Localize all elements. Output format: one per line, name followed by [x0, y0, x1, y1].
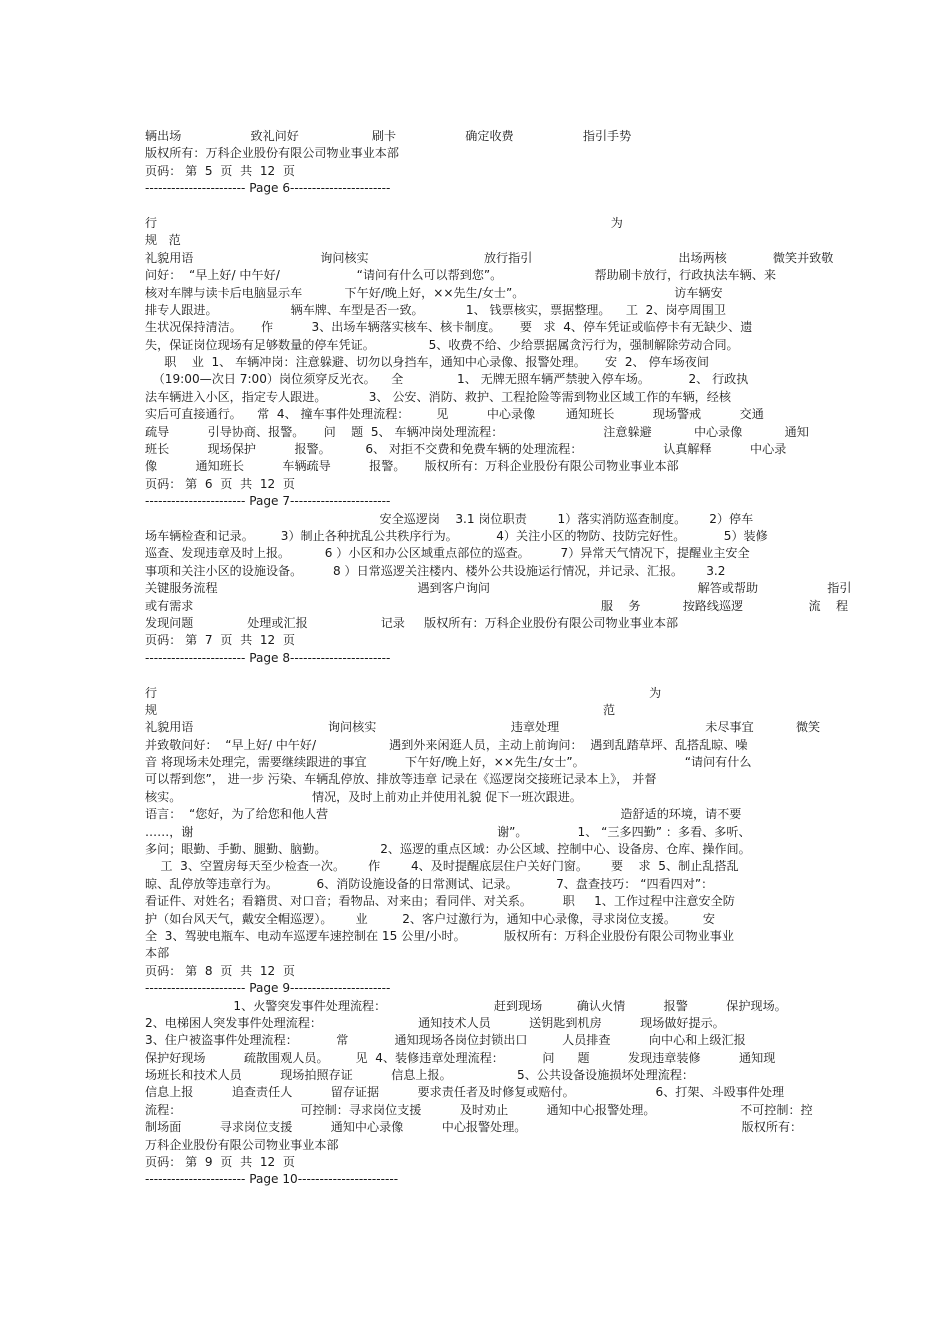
text-line: 职 业 1、 车辆冲岗：注意躲避、切勿以身挡车，通知中心录像、报警处理。 安 2、 停车场夜间: [145, 355, 709, 370]
text-line: 班长 现场保护 报警。 6、 对拒不交费和免费车辆的处理流程： 认真解释 中心录: [145, 442, 787, 457]
text-line: 护（如台风天气，戴安全帽巡逻）。 业 2、客户过激行为，通知中心录像，寻求岗位支援。 安: [145, 911, 715, 926]
text-line: 礼貌用语 询问核实 违章处理 未尽事宜 微笑: [145, 720, 821, 735]
text-line: 页码： 第 9 页 共 12 页: [145, 1155, 296, 1170]
text-line: 1、火警突发事件处理流程： 赶到现场 确认火情 报警 保护现场。: [145, 998, 787, 1013]
text-line: 行 为: [145, 685, 662, 700]
text-line: 失，保证岗位现场有足够数量的停车凭证。 5、收费不给、少给票据属贪污行为，强制解除劳动合同。: [145, 337, 739, 352]
blank-line: [145, 198, 815, 215]
text-line: 版权所有：万科企业股份有限公司物业事业本部: [145, 146, 399, 161]
text-line: 安全巡逻岗 3.1 岗位职责 1）落实消防巡查制度。 2）停车: [145, 511, 754, 526]
text-line: 制场面 寻求岗位支援 通知中心录像 中心报警处理。 版权所有：: [145, 1120, 803, 1135]
text-line: 排专人跟进。 辆车牌、车型是否一致。 1、 钱票核实，票据整理。 工 2、岗亭周围卫: [145, 302, 726, 317]
text-line: 语言： “您好，为了给您和他人营 造舒适的环境，请不要: [145, 807, 742, 822]
text-line: 页码： 第 6 页 共 12 页: [145, 476, 296, 491]
text-line: 场车辆检查和记录。 3）制止各种扰乱公共秩序行为。 4）关注小区的物防、技防完好性。 5）装修: [145, 528, 768, 543]
text-line: 本部: [145, 946, 170, 961]
text-line: 生状况保持清洁。 作 3、出场车辆落实核车、核卡制度。 要 求 4、停车凭证或临停卡有无缺少、遗: [145, 320, 753, 335]
text-line: 像 通知班长 车辆疏导 报警。 版权所有：万科企业股份有限公司物业事业本部: [145, 459, 679, 474]
text-line: 核实。 情况，及时上前劝止并使用礼貌 促下一班次跟进。: [145, 789, 582, 804]
text-line: 或有需求 服 务 按路线巡逻 流 程: [145, 598, 849, 613]
text-line: 看证件、对姓名；看籍贯、对口音；看物品、对来由；看同伴、对关系。 职 1、工作过程中注意安全防: [145, 894, 735, 909]
text-line: 辆出场 致礼问好 刷卡 确定收费 指引手势: [145, 129, 632, 143]
page-separator: ----------------------- Page 6-----------------------: [145, 181, 391, 196]
page-separator: ----------------------- Page 8-----------------------: [145, 650, 391, 665]
text-line: 事项和关注小区的设施设备。 8 ）日常巡逻关注楼内、楼外公共设施运行情况，并记录、汇报。 3.2: [145, 563, 726, 578]
text-line: 工 3、空置房每天至少检查一次。 作 4、及时提醒底层住户关好门窗。 要 求 5、制止乱搭乱: [145, 859, 739, 874]
text-line: 保护好现场 疏散围观人员。 见 4、装修违章处理流程： 问 题 发现违章装修 通知现: [145, 1050, 776, 1065]
text-line: 巡查、发现违章及时上报。 6 ）小区和办公区域重点部位的巡查。 7）异常天气情况下，提醒业主安全: [145, 546, 750, 561]
text-line: 礼貌用语 询问核实 放行指引 出场两核 微笑并致敬: [145, 250, 834, 265]
text-line: 规 范: [145, 702, 616, 717]
text-line: 关键服务流程 遇到客户询问 解答或帮助 指引: [145, 581, 852, 596]
text-line: 法车辆进入小区，指定专人跟进。 3、 公安、消防、救护、工程抢险等需到物业区域工作的车辆，经核: [145, 389, 731, 404]
page-separator: ----------------------- Page 9-----------------------: [145, 981, 391, 996]
text-line: 流程： 可控制：寻求岗位支援 及时劝止 通知中心报警处理。 不可控制：控: [145, 1102, 813, 1117]
text-line: 实后可直接通行。 常 4、 撞车事件处理流程： 见 中心录像 通知班长 现场警戒 交通: [145, 407, 764, 422]
text-line: （19:00—次日 7:00）岗位须穿反光衣。 全 1、 无牌无照车辆严禁驶入停车场。 2、 行政执: [145, 372, 749, 387]
text-line: 疏导 引导协商、报警。 问 题 5、 车辆冲岗处理流程： 注意躲避 中心录像 通知: [145, 424, 809, 439]
text-line: 3、住户被盗事件处理流程： 常 通知现场各岗位封锁出口 人员排查 向中心和上级汇报: [145, 1033, 746, 1048]
text-line: 可以帮到您”， 进一步 污染、车辆乱停放、排放等违章 记录在《巡逻岗交接班记录本上》， 并督: [145, 772, 657, 787]
text-line: 核对车牌与读卡后电脑显示车 下午好/晚上好，××先生/女士”。 访车辆安: [145, 285, 723, 300]
blank-line: [145, 667, 815, 684]
text-line: 发现问题 处理或汇报 记录 版权所有：万科企业股份有限公司物业事业本部: [145, 615, 679, 630]
page-separator: ----------------------- Page 7-----------------------: [145, 494, 391, 509]
text-line: 页码： 第 7 页 共 12 页: [145, 633, 296, 648]
text-line: 规 范: [145, 233, 181, 248]
text-line: 信息上报 追查责任人 留存证据 要求责任者及时修复或赔付。 6、打架、斗殴事件处理: [145, 1085, 785, 1100]
text-line: 2、电梯困人突发事件处理流程： 通知技术人员 送钥匙到机房 现场做好提示。: [145, 1015, 725, 1030]
text-line: ……，谢 谢”。 1、 “三多四勤” ：多看、多听、: [145, 824, 751, 839]
text-line: 行 为: [145, 215, 623, 230]
document-body: [145, 128, 852, 1189]
text-line: 页码： 第 5 页 共 12 页: [145, 163, 296, 178]
text-line: 页码： 第 8 页 共 12 页: [145, 963, 296, 978]
text-line: 万科企业股份有限公司物业事业本部: [145, 1137, 339, 1152]
text-line: 全 3、驾驶电瓶车、电动车巡逻车速控制在 15 公里/小时。 版权所有：万科企业股份有限公司物业事业: [145, 928, 734, 943]
page-separator: ----------------------- Page 10-----------------------: [145, 1172, 399, 1187]
text-line: 场班长和技术人员 现场拍照存证 信息上报。 5、公共设备设施损坏处理流程：: [145, 1068, 695, 1083]
text-line: 晾、乱停放等违章行为。 6、消防设施设备的日常测试、记录。 7、盘查技巧： “四看四对”：: [145, 876, 714, 891]
text-line: 并致敬问好： “早上好/ 中午好/ 遇到外来闲逛人员，主动上前询问： 遇到乱踏草坪、乱搭乱晾、噪: [145, 737, 748, 752]
text-line: 音 将现场未处理完，需要继续跟进的事宜 下午好/晚上好，××先生/女士”。 “请问有什么: [145, 755, 752, 770]
text-line: 多问；眼勤、手勤、腿勤、脑勤。 2、巡逻的重点区域：办公区域、控制中心、设备房、仓库、操作间。: [145, 842, 751, 857]
text-line: 问好： “早上好/ 中午好/ “请问有什么可以帮到您”。 帮助刷卡放行，行政执法车辆、来: [145, 268, 776, 283]
